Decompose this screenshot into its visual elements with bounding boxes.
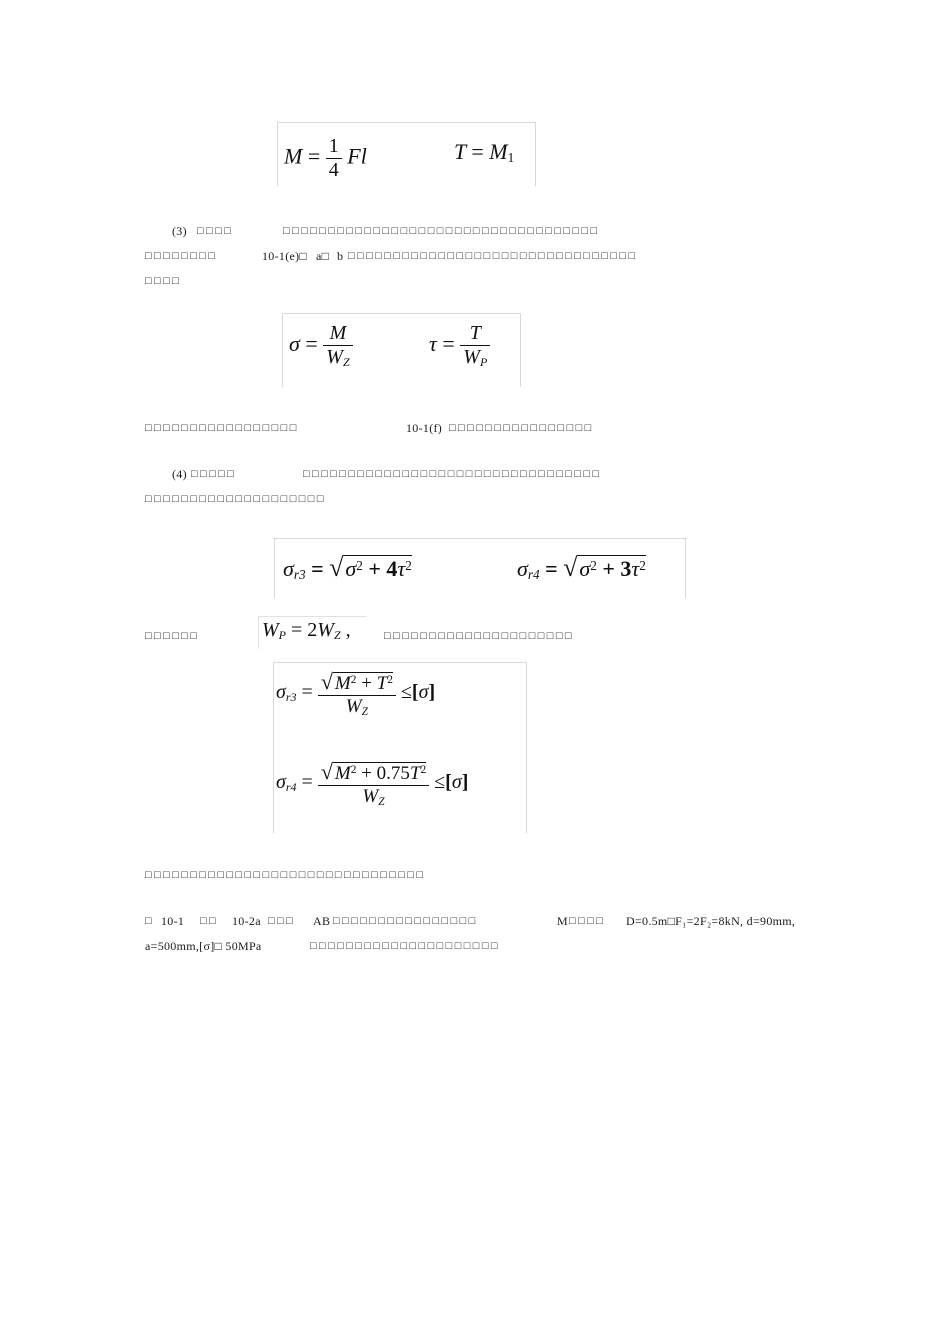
formula-moment-right: $T = M_1$ [454, 139, 515, 165]
para3-line3: □□□□ [145, 275, 182, 287]
example-text-c: □□□□□□□□□□□□□□□□ [333, 915, 478, 927]
para3-text-b: □□□□□□□□□□□□□□□□□□□□□□□□□□□□□□□□□□□ [283, 225, 600, 237]
summary-line: □□□□□□□□□□□□□□□□□□□□□□□□□□□□□□□ [145, 869, 426, 881]
para4-line2: □□□□□□□□□□□□□□□□□□□□ [145, 493, 326, 505]
formula-sigma-r3: $\sigma_{r3} = √\sigma^2 + 4\tau^2$ [283, 553, 412, 582]
example-ab: AB [313, 914, 331, 928]
formula-box-stress [282, 313, 521, 387]
para3-line2-b: b [337, 249, 344, 263]
formula-sigma-r4: $\sigma_{r4} = √\sigma^2 + 3\tau^2$ [517, 553, 646, 582]
formula-box-strength-condition [273, 662, 527, 833]
example-params: D=0.5m□F₁=2F₂=8kN, d=90mm, [626, 914, 796, 928]
example-line2: a=500mm,[σ]□ 50MPa [145, 939, 262, 953]
formula-box-equivalent-stress [274, 538, 686, 598]
para4-text-b: □□□□□□□□□□□□□□□□□□□□□□□□□□□□□□□□□ [303, 468, 602, 480]
inline-formula-box [258, 616, 367, 649]
example-m: M [557, 914, 568, 928]
formula-moment-left: M = $\frac{1}{4}$ Fl [284, 135, 367, 181]
inline-formula: $W_P = 2W_Z$ , [262, 619, 351, 642]
formula-r4-condition: $\sigma_{r4}$ = $\frac{√ M^2 + 0.75T^2}{W_Z}$ ≤[σ] [276, 759, 469, 808]
example-text-d: □□□□ [569, 915, 606, 927]
example-number: 10-1 [161, 914, 185, 928]
example-text-b: □□□ [268, 915, 296, 927]
example-figure: 10-2a [232, 914, 261, 928]
formula-box-moment [277, 122, 536, 186]
para3-line2-rest: □□□□□□□□□□□□□□□□□□□□□□□□□□□□□□□□ [348, 250, 638, 262]
stress-dist-text-b: □□□□□□□□□□□□□□□□ [449, 422, 594, 434]
example-prefix: □ [145, 915, 155, 927]
para3-line2-ref: 10-1(e)□ [262, 249, 307, 263]
formula-sigma: σ = $\frac{M}{W_Z}$ [289, 322, 353, 370]
stress-dist-text-a: □□□□□□□□□□□□□□□□□ [145, 422, 299, 434]
para3-text-a: □□□□ [197, 225, 234, 237]
example-line2-text: □□□□□□□□□□□□□□□□□□□□□ [310, 940, 500, 952]
para4-label: (4) [172, 467, 187, 481]
example-text-a: □□ [200, 915, 219, 927]
para3-line2-ab: a□ [316, 249, 330, 263]
inline-text-b: □□□□□□□□□□□□□□□□□□□□□ [384, 630, 574, 642]
inline-text-a: □□□□□□ [145, 630, 200, 642]
para4-text-a: □□□□□ [191, 468, 237, 480]
stress-dist-ref: 10-1(f) [406, 421, 443, 435]
para3-label: (3) [172, 224, 187, 238]
formula-r3-condition: $\sigma_{r3}$ = $\frac{√ M^2 + T^2}{W_Z}$ ≤[σ] [276, 669, 436, 718]
para3-line2-a: □□□□□□□□ [145, 250, 218, 262]
formula-tau: τ = $\frac{T}{W_P}$ [429, 322, 490, 370]
